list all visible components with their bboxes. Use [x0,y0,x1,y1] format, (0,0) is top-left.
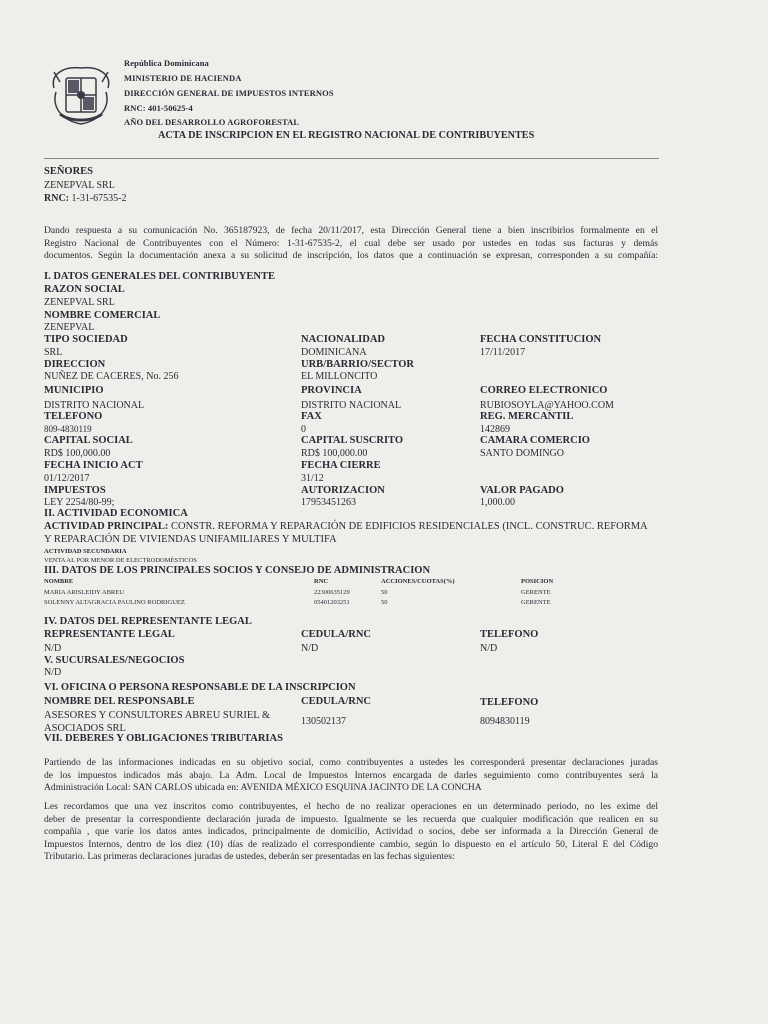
telefono-label: TELEFONO [44,411,103,422]
paragraph-line: deber de presentar la correspondiente declaración jurada de impuesto. Igualmente se les recuerda que cualquier modificación que realicen en su [44,813,658,825]
section-2-title: II. ACTIVIDAD ECONOMICA [44,508,188,519]
valor-pagado-value: 1,000.00 [480,497,515,508]
nacionalidad-label: NACIONALIDAD [301,334,386,345]
col-rnc: RNC [314,578,329,585]
recipient-greeting: SEÑORES [44,166,94,177]
fecha-constitucion-label: FECHA CONSTITUCION [480,334,602,345]
section-5-title: V. SUCURSALES/NEGOCIOS [44,655,185,666]
intro-line: Dando respuesta a su comunicación No. 365187923, de fecha 20/11/2017, esta Dirección General tiene a bien inscribirlos formalmente en el [44,225,658,236]
socio-acciones: 50 [381,599,388,606]
rep-telefono-label: TELEFONO [480,629,539,640]
provincia-label: PROVINCIA [301,385,362,396]
col-nombre: NOMBRE [44,578,74,585]
recipient-name: ZENEPVAL SRL [44,180,115,191]
fax-value: 0 [301,424,306,435]
capital-suscrito-value: RD$ 100,000.00 [301,448,368,459]
recipient-rnc [44,193,127,204]
responsable-telefono-label: TELEFONO [480,697,539,708]
socio-nombre: MARIA ARISLEIDY ABREU [44,589,124,596]
impuestos-value: LEY 2254/80-99; [44,497,115,508]
intro-line: documentos. Según la documentación anexa a su solicitud de inscripción, los datos que a continuación se expresan, corresponden a su compañía: [44,250,658,262]
intro-paragraph [44,225,658,263]
fax-label: FAX [301,411,322,422]
obligaciones-paragraph-1 [44,757,658,795]
responsable-cedula-value: 130502137 [301,716,346,727]
autorizacion-label: AUTORIZACION [301,485,385,496]
header-year: AÑO DEL DESARROLLO AGROFORESTAL [124,117,300,127]
document-title: ACTA DE INSCRIPCION EN EL REGISTRO NACIONAL DE CONTRIBUYENTES [158,130,535,141]
intro-line: Registro Nacional de Contribuyentes con el Número: 1-31-67535-2, el cual debe ser usado por ustedes en todas sus facturas y demás [44,237,658,249]
socio-nombre: SOLENNY ALTAGRACIA PAULINO RODRIGUEZ [44,599,185,606]
capital-suscrito-label: CAPITAL SUSCRITO [301,435,404,446]
fecha-inicio-value: 01/12/2017 [44,473,90,484]
responsable-name-line1: ASESORES Y CONSULTORES ABREU SURIEL & [44,710,271,721]
responsable-telefono-value: 8094830119 [480,716,530,727]
coat-of-arms-icon [46,62,116,128]
capital-social-value: RD$ 100,000.00 [44,448,111,459]
razon-social-label: RAZON SOCIAL [44,284,125,295]
recipient-rnc-value: 1-31-67535-2 [71,193,127,204]
tipo-sociedad-label: TIPO SOCIEDAD [44,334,128,345]
municipio-label: MUNICIPIO [44,385,104,396]
direccion-value: NUÑEZ DE CACERES, No. 256 [44,371,179,382]
urb-value: EL MILLONCITO [301,371,378,382]
nombre-comercial-label: NOMBRE COMERCIAL [44,310,161,321]
socio-posicion: GERENTE [521,589,551,596]
fecha-inicio-label: FECHA INICIO ACT [44,460,143,471]
col-posicion: POSICION [521,578,554,585]
section-6-title: VI. OFICINA O PERSONA RESPONSABLE DE LA INSCRIPCION [44,682,356,693]
recipient-rnc-label: RNC: [44,193,69,204]
socio-rnc: 05401203251 [314,599,350,606]
urb-label: URB/BARRIO/SECTOR [301,359,414,370]
paragraph-line: Tributario. Las primeras declaraciones juradas de ustedes, deberán ser presentadas en las fechas siguientes: [44,851,455,863]
paragraph-line: de los impuestos indicados más abajo. La Adm. Local de Impuestos Internos encargada de darles seguimiento como contribuyentes será la [44,769,658,781]
section-4-title: IV. DATOS DEL REPRESENTANTE LEGAL [44,616,252,627]
fecha-cierre-label: FECHA CIERRE [301,460,381,471]
direccion-label: DIRECCION [44,359,106,370]
header-country: República Dominicana [124,58,209,68]
capital-social-label: CAPITAL SOCIAL [44,435,133,446]
rep-cedula-label: CEDULA/RNC [301,629,372,640]
header-rnc: RNC: 401-50625-4 [124,103,193,113]
actividad-secundaria-label: ACTIVIDAD SECUNDARIA [44,548,127,555]
provincia-value: DISTRITO NACIONAL [301,400,402,411]
actividad-principal [44,521,648,532]
reg-mercantil-value: 142869 [480,424,510,435]
paragraph-line: Administración Local: SAN CARLOS ubicada en: AVENIDA MÉXICO ESQUINA JACINTO DE LA CONCHA [44,782,482,794]
section-1-title: I. DATOS GENERALES DEL CONTRIBUYENTE [44,271,275,282]
rep-legal-label: REPRESENTANTE LEGAL [44,629,175,640]
razon-social-value: ZENEPVAL SRL [44,297,115,308]
rep-legal-value: N/D [44,643,62,654]
paragraph-line: Impuestos Internos, dentro de los diez (10) días de realizado el correspondiente cambio, según lo dispuesto en el artículo 50, Literal E del Código [44,838,658,850]
correo-value: RUBIOSOYLA@YAHOO.COM [480,400,614,411]
header-directorate: DIRECCIÓN GENERAL DE IMPUESTOS INTERNOS [124,88,334,98]
socio-rnc: 22300635129 [314,589,350,596]
header-divider [44,158,659,159]
nacionalidad-value: DOMINICANA [301,347,367,358]
actividad-principal-value: CONSTR. REFORMA Y REPARACIÓN DE EDIFICIOS RESIDENCIALES (INCL. CONSTRUC. REFORMA [170,521,648,532]
camara-value: SANTO DOMINGO [480,448,564,459]
telefono-value: 809-4830119 [44,424,92,434]
municipio-value: DISTRITO NACIONAL [44,400,145,411]
actividad-secundaria-value: VENTA AL POR MENOR DE ELECTRODOMÉSTICOS [44,557,197,564]
section-3-title: III. DATOS DE LOS PRINCIPALES SOCIOS Y CONSEJO DE ADMINISTRACION [44,565,431,576]
actividad-principal-cont: Y REPARACIÓN DE VIVIENDAS UNIFAMILIARES Y MULTIFA [44,534,337,545]
nombre-comercial-value: ZENEPVAL [44,322,95,333]
correo-label: CORREO ELECTRONICO [480,385,608,396]
impuestos-label: IMPUESTOS [44,485,106,496]
paragraph-line: Partiendo de las informaciones indicadas en su objetivo social, como contribuyentes a ustedes les corresponderá presentar declaraciones juradas [44,757,658,768]
paragraph-line: Les recordamos que una vez inscritos como contribuyentes, el hecho de no realizar operaciones en un determinado periodo, no les exime del [44,801,658,812]
socio-acciones: 50 [381,589,388,596]
col-acciones: ACCIONES/CUOTAS(%) [381,578,455,585]
header-ministry: MINISTERIO DE HACIENDA [124,73,242,83]
responsable-cedula-label: CEDULA/RNC [301,696,372,707]
actividad-principal-label: ACTIVIDAD PRINCIPAL: [44,521,169,532]
responsable-label: NOMBRE DEL RESPONSABLE [44,696,195,707]
paragraph-line: compañía , que varíe los datos antes indicados, principalmente de domicilio, Actividad o socios, debe ser informada a la Dirección General de [44,826,658,838]
reg-mercantil-label: REG. MERCANTIL [480,411,574,422]
sucursales-value: N/D [44,667,62,678]
rep-cedula-value: N/D [301,643,319,654]
fecha-constitucion-value: 17/11/2017 [480,347,526,358]
valor-pagado-label: VALOR PAGADO [480,485,564,496]
fecha-cierre-value: 31/12 [301,473,324,484]
tipo-sociedad-value: SRL [44,347,63,358]
obligaciones-paragraph-2 [44,801,658,864]
rep-telefono-value: N/D [480,643,498,654]
camara-label: CAMARA COMERCIO [480,435,590,446]
socio-posicion: GERENTE [521,599,551,606]
autorizacion-value: 17953451263 [301,497,356,508]
responsable-name-line2: ASOCIADOS SRL [44,723,126,734]
section-7-title: VII. DEBERES Y OBLIGACIONES TRIBUTARIAS [44,733,283,744]
